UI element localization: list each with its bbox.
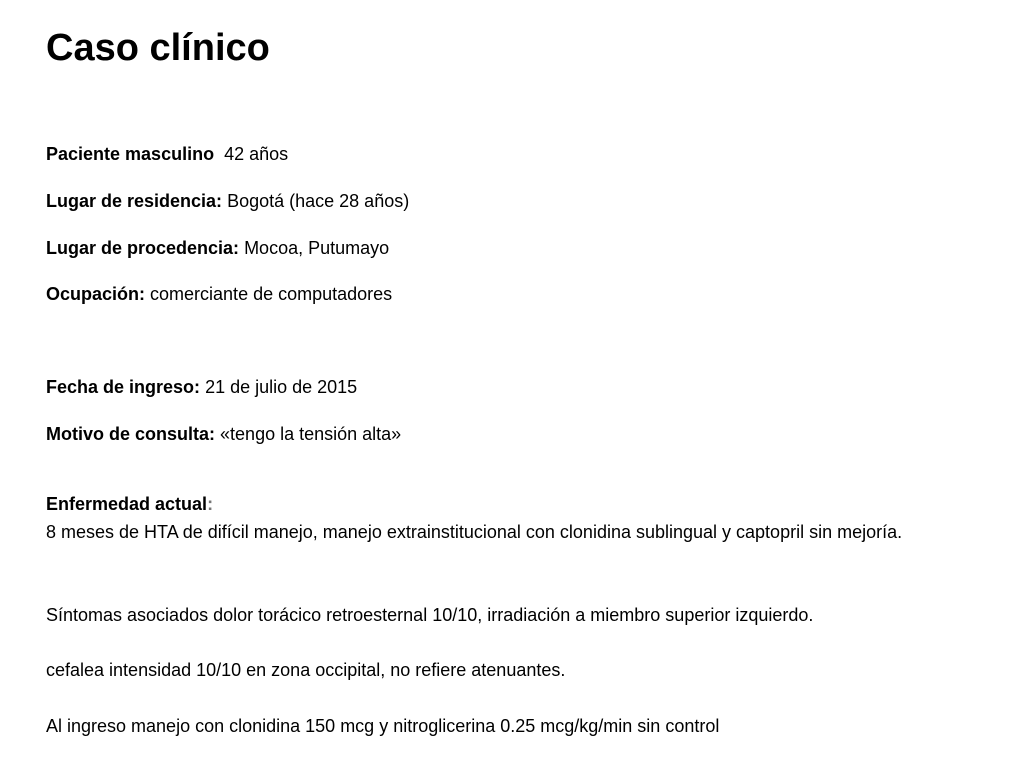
current-illness-text: 8 meses de HTA de difícil manejo, manejo extrainstitucional con clonidina sublingual y captopril sin mejoría. (46, 522, 903, 542)
current-illness-label: Enfermedad actual (46, 494, 208, 514)
admission-date-value: 21 de julio de 2015 (205, 377, 358, 397)
residence-label: Lugar de residencia: (46, 191, 223, 211)
origin-value: Mocoa, Putumayo (244, 238, 390, 258)
consult-reason-line (46, 421, 401, 447)
consult-reason-value: «tengo la tensión alta» (220, 424, 402, 444)
slide-title: Caso clínico (46, 27, 270, 69)
residence-value: Bogotá (hace 28 años) (227, 191, 410, 211)
current-illness-colon: : (207, 494, 214, 514)
current-illness-heading (46, 491, 213, 517)
patient-line (46, 141, 288, 167)
occupation-label: Ocupación: (46, 284, 146, 304)
origin-label: Lugar de procedencia: (46, 238, 240, 258)
symptoms-text: Síntomas asociados dolor torácico retroesternal 10/10, irradiación a miembro superior izquierdo. (46, 605, 814, 625)
origin-line (46, 235, 389, 261)
admission-management-text: Al ingreso manejo con clonidina 150 mcg y nitroglicerina 0.25 mcg/kg/min sin control (46, 716, 720, 736)
patient-label: Paciente masculino (46, 144, 215, 164)
patient-value: 42 años (224, 144, 289, 164)
residence-line (46, 188, 409, 214)
admission-date-label: Fecha de ingreso: (46, 377, 201, 397)
occupation-line (46, 281, 392, 307)
consult-reason-label: Motivo de consulta: (46, 424, 216, 444)
occupation-value: comerciante de computadores (150, 284, 393, 304)
headache-text: cefalea intensidad 10/10 en zona occipital, no refiere atenuantes. (46, 660, 566, 680)
admission-date-line (46, 374, 357, 400)
